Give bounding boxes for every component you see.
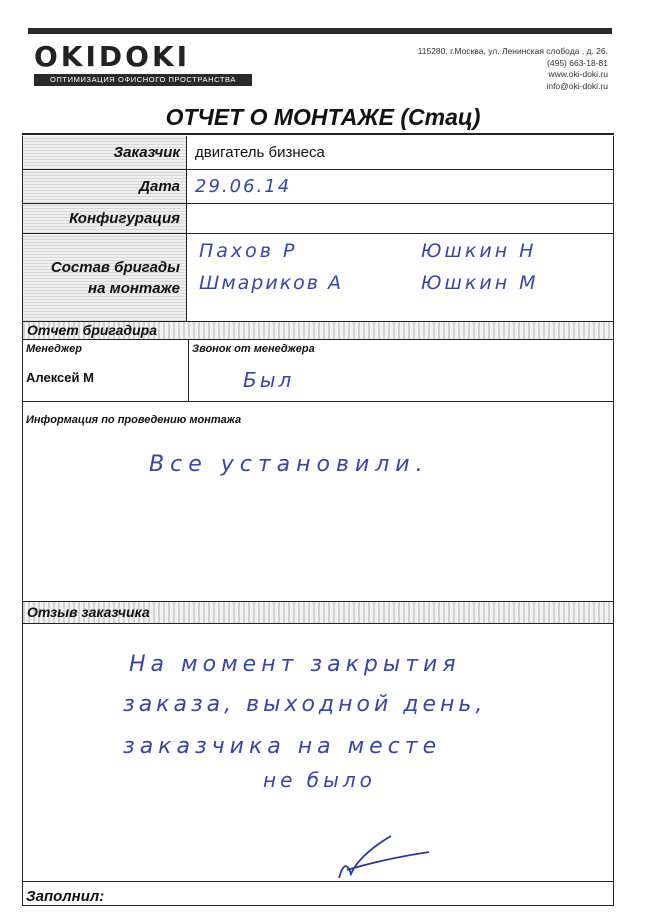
contact-block <box>418 46 608 92</box>
feedback-line-4: не было <box>263 768 376 792</box>
customer-value: двигатель бизнеса <box>195 144 325 161</box>
team-label <box>23 234 187 321</box>
date-value: 29.06.14 <box>195 176 292 197</box>
manager-call-value: Был <box>243 368 295 392</box>
configuration-row <box>23 204 613 234</box>
company-logo <box>34 42 254 88</box>
title-divider <box>22 133 614 135</box>
date-label: Дата <box>23 170 187 203</box>
installation-info-text: Все установили. <box>149 452 429 477</box>
installation-info-label: Информация по проведению монтажа <box>26 414 242 426</box>
configuration-value <box>191 204 613 233</box>
feedback-line-2: заказа, выходной день, <box>123 692 487 717</box>
team-member-4: Юшкин М <box>421 272 539 294</box>
team-label-line1: Состав бригады <box>50 258 180 276</box>
report-form <box>22 136 614 906</box>
customer-row <box>23 136 613 170</box>
manager-cell <box>23 340 189 401</box>
manager-label: Менеджер <box>26 343 82 355</box>
configuration-label: Конфигурация <box>23 204 187 233</box>
report-title: ОТЧЕТ О МОНТАЖЕ (Стац) <box>165 104 481 130</box>
customer-feedback-heading: Отзыв заказчика <box>23 602 613 624</box>
phone-text: (495) 663-18-81 <box>547 57 608 68</box>
signature-mark <box>333 834 433 882</box>
manager-value: Алексей М <box>26 370 94 385</box>
manager-call-label: Звонок от менеджера <box>192 343 315 355</box>
feedback-line-3: заказчика на месте <box>123 734 442 759</box>
email-text: info@oki-doki.ru <box>546 80 608 91</box>
logo-wordmark: OKIDOKI <box>34 40 191 73</box>
header-top-bar <box>28 28 612 34</box>
logo-subtitle: ОПТИМИЗАЦИЯ ОФИСНОГО ПРОСТРАНСТВА <box>34 74 252 86</box>
foreman-report-heading: Отчет бригадира <box>23 322 613 340</box>
date-row <box>23 170 613 204</box>
address-text: 115280, г.Москва, ул. Ленинская слобода , д. 26. <box>417 46 608 56</box>
team-row <box>23 234 613 322</box>
filled-by-label: Заполнил: <box>26 888 105 905</box>
feedback-line-1: На момент закрытия <box>129 652 461 677</box>
team-label-line2: на монтаже <box>88 279 180 297</box>
team-member-3: Шмариков А <box>199 272 344 294</box>
manager-row <box>23 340 613 402</box>
website-text: www.oki-doki.ru <box>548 69 608 79</box>
team-member-1: Пахов Р <box>199 240 298 262</box>
customer-feedback-area <box>23 624 613 882</box>
installation-info-row <box>23 402 613 602</box>
customer-label: Заказчик <box>23 136 187 169</box>
team-member-2: Юшкин Н <box>421 240 537 262</box>
